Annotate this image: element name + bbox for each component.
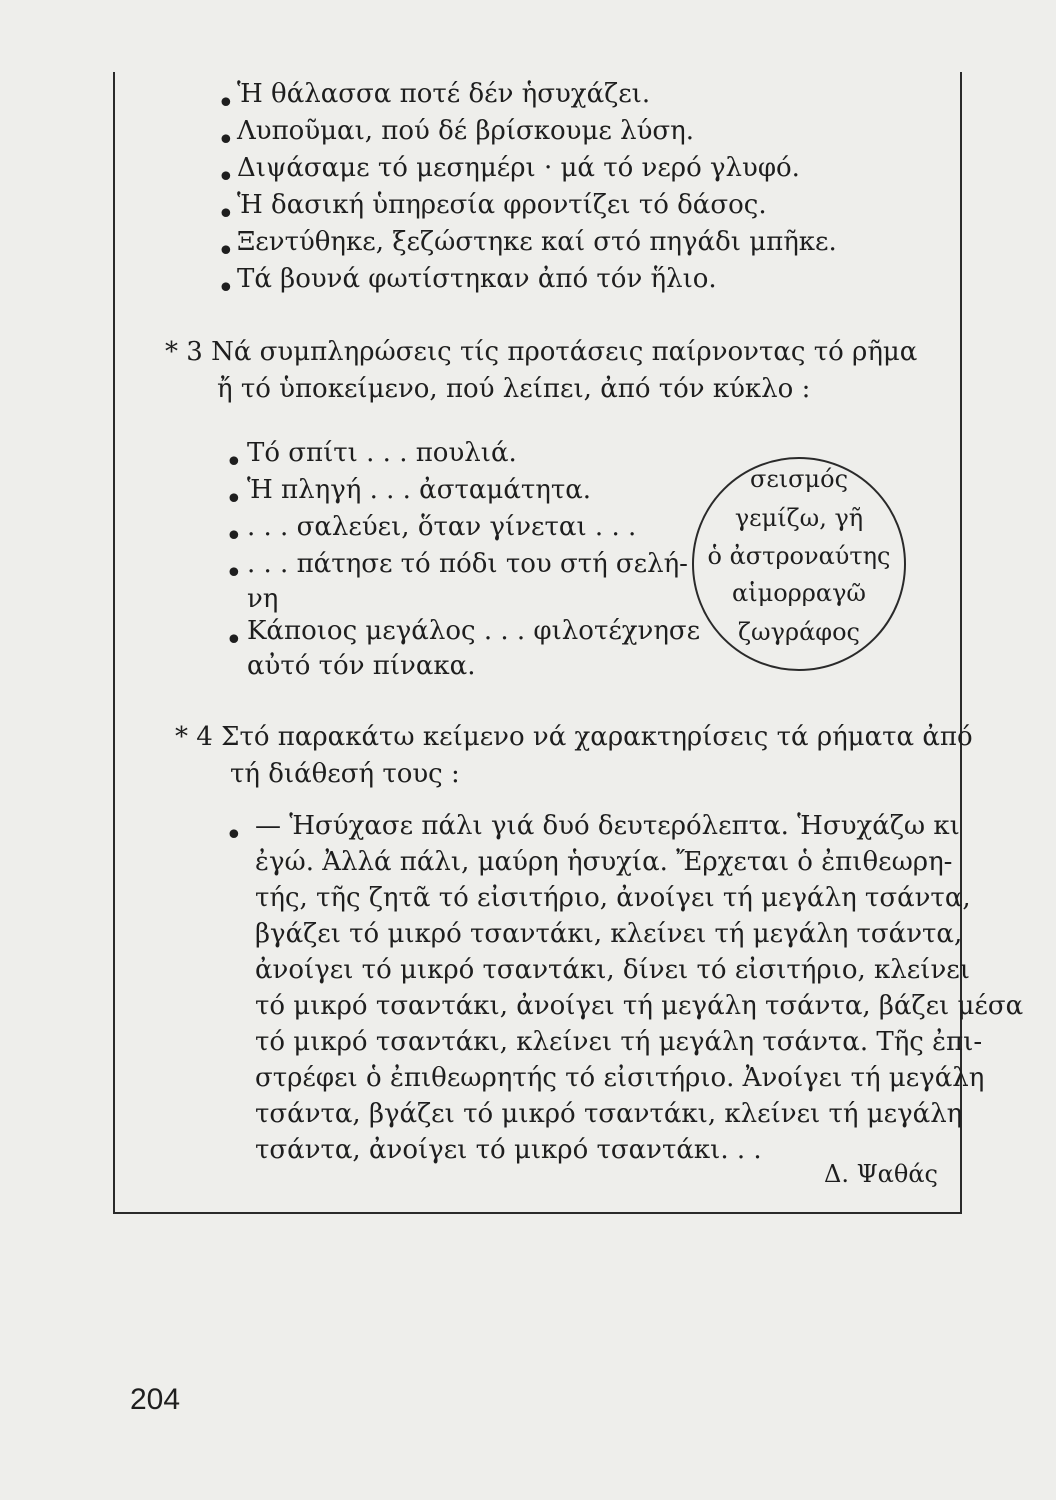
- passage-line: βγάζει τό μικρό τσαντάκι, κλείνει τή μεγάλη τσάντα,: [255, 919, 963, 949]
- passage-line: τό μικρό τσαντάκι, κλείνει τή μεγάλη τσάντα. Τῆς ἐπι-: [255, 1027, 983, 1057]
- passage-line: ἐγώ. Ἀλλά πάλι, μαύρη ἡσυχία. Ἔρχεται ὁ ἐπιθεωρη-: [255, 847, 953, 877]
- exercise-4-instruction-cont: τή διάθεσή τους :: [230, 759, 460, 789]
- passage-line: τσάντα, βγάζει τό μικρό τσαντάκι, κλείνει τή μεγάλη: [255, 1099, 963, 1129]
- circle-word: ὁ ἀστροναύτης: [707, 542, 891, 570]
- sentence-line: . . . πάτησε τό πόδι του στή σελή-: [247, 549, 688, 579]
- sentence-line: Τό σπίτι . . . πουλιά.: [247, 438, 517, 468]
- passage-line: τσάντα, ἀνοίγει τό μικρό τσαντάκι. . .: [255, 1135, 762, 1165]
- sentence-line: Λυποῦμαι, πού δέ βρίσκουμε λύση.: [237, 116, 694, 146]
- author-name: Δ. Ψαθάς: [824, 1160, 938, 1188]
- sentence-line: Κάποιος μεγάλος . . . φιλοτέχνησε: [247, 616, 701, 646]
- bullet: •: [217, 86, 235, 121]
- circle-word: γεμίζω, γῆ: [734, 504, 864, 532]
- passage-line: τό μικρό τσαντάκι, ἀνοίγει τή μεγάλη τσάντα, βάζει μέσα: [255, 991, 1024, 1021]
- sentence-line: Ἡ θάλασσα ποτέ δέν ἡσυχάζει.: [237, 79, 651, 109]
- exercise-3-instruction: * 3 Νά συμπληρώσεις τίς προτάσεις παίρνοντας τό ρῆμα: [165, 337, 918, 367]
- bullet: •: [225, 623, 243, 658]
- sentence-line-cont: αὐτό τόν πίνακα.: [247, 651, 476, 681]
- passage-line: ἀνοίγει τό μικρό τσαντάκι, δίνει τό εἰσιτήριο, κλείνει: [255, 955, 970, 985]
- page-number: 204: [130, 1383, 181, 1416]
- passage-line: — Ἡσύχασε πάλι γιά δυό δευτερόλεπτα. Ἡσυχάζω κι: [255, 811, 960, 841]
- bullet: •: [225, 445, 243, 480]
- bullet: •: [217, 234, 235, 269]
- bullet: •: [225, 818, 243, 853]
- sentence-line: Τά βουνά φωτίστηκαν ἀπό τόν ἥλιο.: [237, 264, 717, 294]
- bullet: •: [225, 556, 243, 591]
- sentence-line: Ἡ δασική ὑπηρεσία φροντίζει τό δάσος.: [237, 190, 767, 220]
- circle-word: ζωγράφος: [738, 618, 860, 646]
- sentence-line: Ξεντύθηκε, ξεζώστηκε καί στό πηγάδι μπῆκε.: [237, 227, 837, 257]
- sentence-line-cont: νη: [247, 584, 279, 614]
- circle-word: αἱμορραγῶ: [731, 579, 866, 607]
- circle-word: σεισμός: [749, 465, 849, 493]
- bullet: •: [217, 271, 235, 306]
- bullet: •: [217, 123, 235, 158]
- passage-line: στρέφει ὁ ἐπιθεωρητής τό εἰσιτήριο. Ἀνοίγει τή μεγάλη: [255, 1063, 985, 1093]
- sentence-line: Ἡ πληγή . . . ἀσταμάτητα.: [247, 475, 592, 505]
- bullet: •: [225, 519, 243, 554]
- sentence-line: Διψάσαμε τό μεσημέρι · μά τό νερό γλυφό.: [237, 153, 800, 183]
- passage-line: τής, τῆς ζητᾶ τό εἰσιτήριο, ἀνοίγει τή μεγάλη τσάντα,: [255, 883, 971, 913]
- bullet: •: [217, 197, 235, 232]
- exercise-4-instruction: * 4 Στό παρακάτω κείμενο νά χαρακτηρίσεις τά ρήματα ἀπό: [175, 722, 973, 752]
- exercise-3-instruction-cont: ἤ τό ὑποκείμενο, πού λείπει, ἀπό τόν κύκλο :: [217, 374, 811, 404]
- sentence-line: . . . σαλεύει, ὅταν γίνεται . . .: [247, 512, 637, 542]
- bullet: •: [225, 482, 243, 517]
- bullet: •: [217, 160, 235, 195]
